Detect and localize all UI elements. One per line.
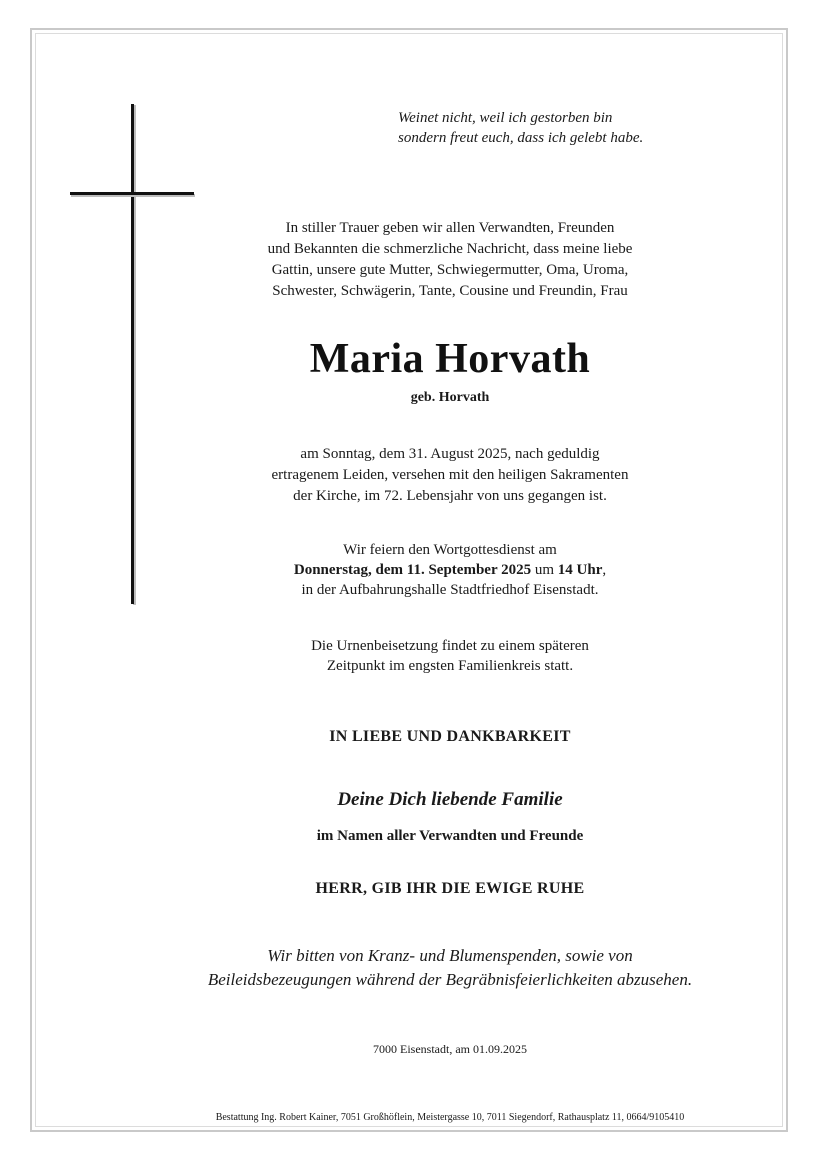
service-datetime [150,560,750,580]
motto-line: sondern freut euch, dass ich gelebt habe. [398,130,644,146]
death-notice [150,444,750,507]
service-info [150,540,750,600]
death-notice-line: am Sonntag, dem 31. August 2025, nach geduldig [300,446,600,462]
request-line: Wir bitten von Kranz- und Blumenspenden, sowie von [267,946,633,965]
intro-text [150,218,750,302]
birth-name: geb. Horvath [410,390,490,405]
undertaker-footer: Bestattung Ing. Robert Kainer, 7051 Großhöflein, Meistergasse 10, 7011 Siegendorf, Rathausplatz 11, 0664/9105410 [215,1112,685,1123]
urn-line: Die Urnenbeisetzung findet zu einem späteren [311,638,589,654]
motto-quote [398,108,718,148]
deceased-name: Maria Horvath [309,336,591,382]
service-time: 14 Uhr [557,562,603,578]
intro-line: In stiller Trauer geben wir allen Verwandten, Freunden [285,220,615,236]
place-date: 7000 Eisenstadt, am 01.09.2025 [373,1042,527,1056]
intro-line: Gattin, unsere gute Mutter, Schwiegermutter, Oma, Uroma, [271,262,629,278]
death-notice-line: der Kirche, im 72. Lebensjahr von uns gegangen ist. [293,488,607,504]
service-date: Donnerstag, dem 11. September 2025 [293,562,532,578]
service-intro: Wir feiern den Wortgottesdienst am [343,542,557,558]
love-gratitude-heading: IN LIEBE UND DANKBARKEIT [329,728,571,745]
cross-horizontal-bar [70,192,194,195]
death-notice-line: ertragenem Leiden, versehen mit den heiligen Sakramenten [271,467,629,483]
service-location: in der Aufbahrungshalle Stadtfriedhof Eisenstadt. [301,582,599,598]
motto-line: Weinet nicht, weil ich gestorben bin [398,110,613,126]
flower-request [100,944,800,992]
relatives-line: im Namen aller Verwandten und Freunde [316,828,584,844]
intro-line: und Bekannten die schmerzliche Nachricht, dass meine liebe [267,241,633,257]
prayer-line: HERR, GIB IHR DIE EWIGE RUHE [315,880,585,897]
cross-vertical-bar [131,104,134,604]
request-line: Beileidsbezeugungen während der Begräbnisfeierlichkeiten abzusehen. [207,970,693,989]
service-connector: um [531,562,558,578]
urn-line: Zeitpunkt im engsten Familienkreis statt. [326,658,574,674]
service-comma: , [602,562,607,578]
intro-line: Schwester, Schwägerin, Tante, Cousine und Freundin, Frau [272,283,628,299]
urn-burial-info [150,636,750,676]
family-signature: Deine Dich liebende Familie [337,789,563,810]
